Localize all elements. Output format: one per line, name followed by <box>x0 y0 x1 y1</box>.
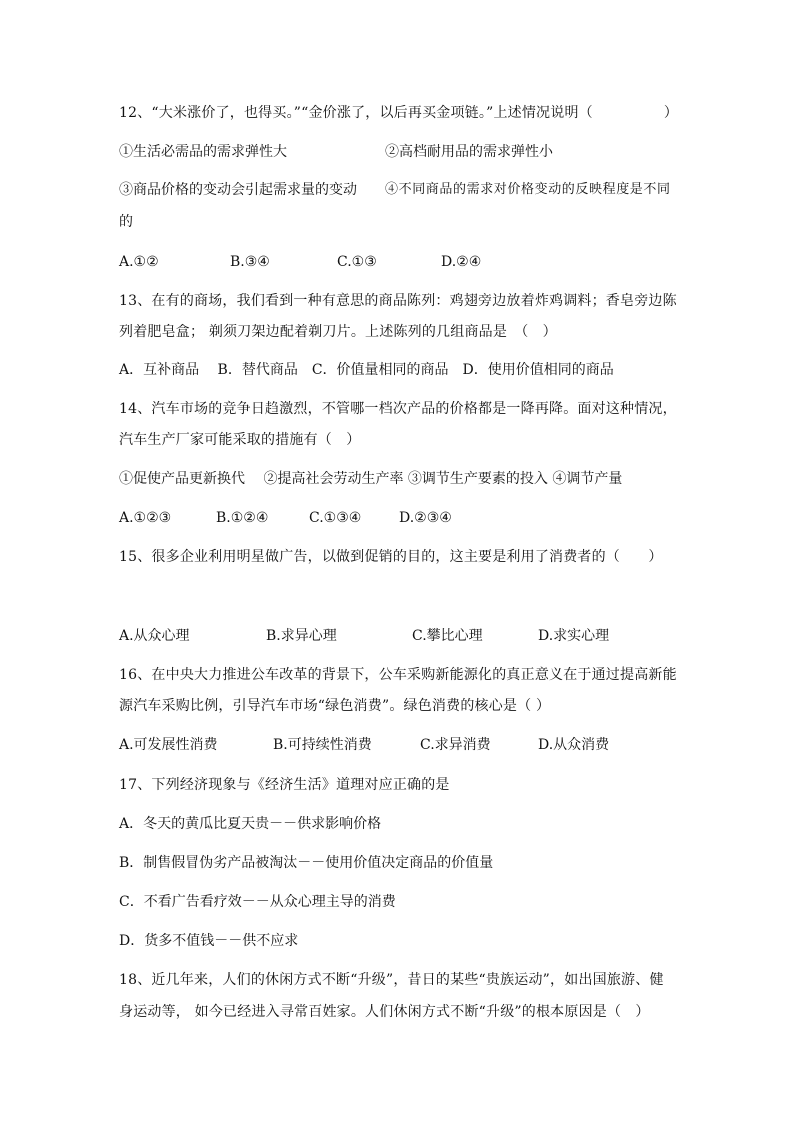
q12-option-a: A.①② <box>119 254 159 270</box>
q12-statement-4: ④不同商品的需求对价格变动的反映程度是不同 <box>385 182 671 197</box>
q12-statement-3: ③商品价格的变动会引起需求量的变动 <box>119 182 357 198</box>
q13-options: A．互补商品 B．替代商品 C．价值量相同的商品 D．使用价值相同的商品 <box>119 362 614 378</box>
q12-option-b: B.③④ <box>230 254 270 270</box>
q18-stem-line2: 身运动等， 如今已经进入寻常百姓家。人们休闲方式不断“升级”的根本原因是（ ） <box>119 1004 650 1020</box>
q14-option-c: C.①③④ <box>309 510 362 526</box>
q12-option-c: C.①③ <box>337 254 377 270</box>
q15-stem: 15、很多企业利用明星做广告，以做到促销的目的，这主要是利用了消费者的（ ） <box>119 549 663 565</box>
q16-stem-line1: 16、在中央大力推进公车改革的背景下，公车采购新能源化的真正意义在于通过提高新能 <box>119 667 677 683</box>
q14-option-a: A.①②③ <box>119 510 172 526</box>
q14-stem-line1: 14、汽车市场的竞争日趋激烈，不管哪一档次产品的价格都是一降再降。面对这种情况， <box>119 401 677 417</box>
q16-option-d: D.从众消费 <box>538 737 610 753</box>
q17-stem: 17、下列经济现象与《经济生活》道理对应正确的是 <box>119 777 450 793</box>
q12-statement-4-cont: 的 <box>119 214 133 230</box>
q16-option-b: B.可持续性消费 <box>273 737 372 753</box>
q16-option-c: C.求异消费 <box>420 737 491 753</box>
q15-option-c: C.攀比心理 <box>412 628 483 644</box>
q16-option-a: A.可发展性消费 <box>119 737 218 753</box>
q16-stem-line2: 源汽车采购比例，引导汽车市场“绿色消费”。绿色消费的核心是（ ） <box>119 698 551 714</box>
q15-option-d: D.求实心理 <box>538 628 610 644</box>
q17-option-a: A．冬天的黄瓜比夏天贵－－供求影响价格 <box>119 816 382 832</box>
q12-option-d: D.②④ <box>441 254 482 270</box>
q13-stem-line2: 列着肥皂盒； 剃须刀架边配着剃刀片。上述陈列的几组商品是 （ ） <box>119 324 557 340</box>
q15-option-a: A.从众心理 <box>119 628 190 644</box>
q12-statement-1: ①生活必需品的需求弹性大 <box>119 144 287 160</box>
q13-stem-line1: 13、在有的商场，我们看到一种有意思的商品陈列：鸡翅旁边放着炸鸡调料；香皂旁边陈 <box>119 293 677 309</box>
q12-stem: 12、“大米涨价了，也得买。”“金价涨了，以后再买金项链。”上述情况说明（ ） <box>119 105 679 121</box>
q12-statement-2: ②高档耐用品的需求弹性小 <box>385 144 553 160</box>
q14-items: ①促使产品更新换代 ②提高社会劳动生产率 ③调节生产要素的投入 ④调节产量 <box>119 471 623 487</box>
q14-stem-line2: 汽车生产厂家可能采取的措施有（ ） <box>119 432 361 448</box>
q17-option-c: C．不看广告看疗效－－从众心理主导的消费 <box>119 894 396 910</box>
q14-option-b: B.①②④ <box>216 510 269 526</box>
q15-option-b: B.求异心理 <box>266 628 337 644</box>
q14-option-d: D.②③④ <box>399 510 452 526</box>
q17-option-d: D．货多不值钱－－供不应求 <box>119 933 299 949</box>
q18-stem-line1: 18、近几年来，人们的休闲方式不断“升级”，昔日的某些“贵族运动”，如出国旅游、健 <box>119 972 664 988</box>
q17-option-b: B．制售假冒伪劣产品被淘汰－－使用价值决定商品的价值量 <box>119 855 494 871</box>
